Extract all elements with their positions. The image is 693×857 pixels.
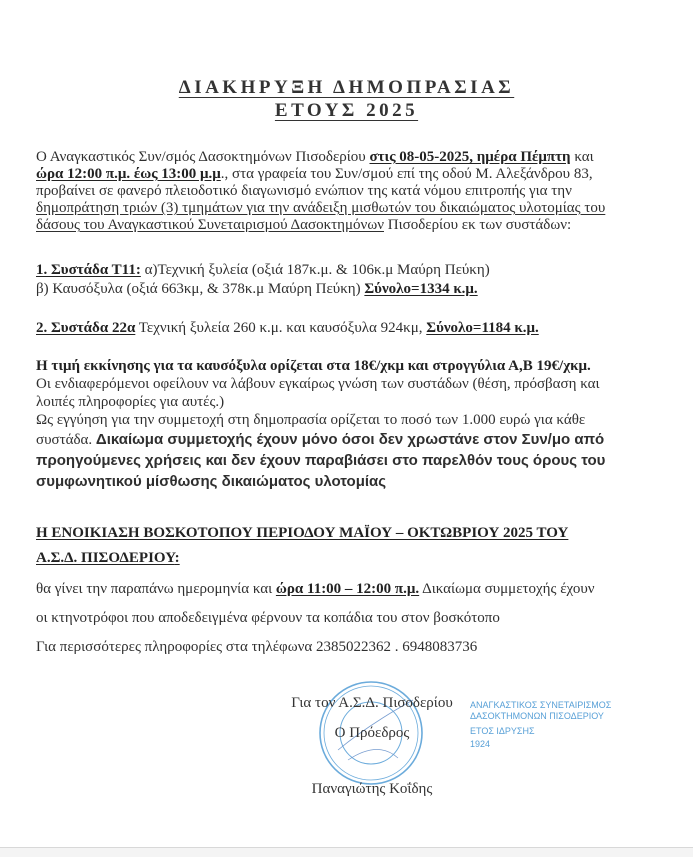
intro-line-1: Ο Αναγκαστικός Συν/σμός Δασοκτημόνων Πισοδερίου στις 08-05-2025, ημέρα Πέμπτη και	[36, 149, 594, 165]
section1-line-2: β) Καυσόξυλα (οξιά 663κμ, & 378κ.μ Μαύρη Πεύκη) Σύνολο=1334 κ.μ.	[36, 281, 478, 297]
section1-total: Σύνολο=1334 κ.μ.	[364, 281, 478, 297]
section1-line-1: 1. Συστάδα Τ11: α)Τεχνική ξυλεία (οξιά 187κ.μ. & 106κ.μ Μαύρη Πεύκη)	[36, 262, 490, 278]
grazing-line-2: οι κτηνοτρόφοι που αποδεδειγμένα φέρνουν τα κοπάδια του στον βοσκότοπο	[36, 610, 500, 626]
guarantee-line-1: Ως εγγύηση για την συμμετοχή στη δημοπρασία ορίζεται το ποσό των 1.000 ευρώ για κάθε	[36, 412, 586, 428]
pricing-line-1: Η τιμή εκκίνησης για τα καυσόξυλα ορίζεται στα 18€/χκμ και στρογγύλια Α,Β 19€/χκμ.	[36, 358, 591, 374]
intro-line-3: προβαίνει σε φανερό πλειοδοτικό διαγωνισμό ενώπιον της κατά νόμου επιτροπής για την	[36, 183, 572, 199]
grazing-time: ώρα 11:00 – 12:00 π.μ.	[275, 581, 420, 597]
stamp-ring-text: ΑΝΑΓΚΑΣΤΙΚΟΣ ΣΥΝΕΤΑΙΡΙΣΜΟΣ ΔΑΣΟΚΤΗΜΟΝΩΝ ΠΙΣΟΔΕΡΙΟΥ	[470, 700, 612, 721]
document-title: ΔΙΑΚΗΡΥΞΗ ΔΗΜΟΠΡΑΣΙΑΣ	[178, 77, 515, 98]
section1-label: 1. Συστάδα Τ11:	[36, 262, 141, 278]
document-subtitle: ΕΤΟΥΣ 2025	[274, 100, 419, 121]
guarantee-line-3: προηγούμενες χρήσεις και δεν έχουν παραβιάσει στο παρελθόν τους όρους του	[36, 452, 606, 469]
guarantee-line-2: συστάδα. Δικαίωμα συμμετοχής έχουν μόνο όσοι δεν χρωστάνε στον Συν/μο από	[36, 431, 605, 448]
grazing-heading-line-2: Α.Σ.Δ. ΠΙΣΟΔΕΡΙΟΥ:	[36, 550, 180, 566]
stamp-year: 1924	[470, 739, 491, 749]
grazing-line-1: θα γίνει την παραπάνω ημερομηνία και ώρα 11:00 – 12:00 π.μ. Δικαίωμα συμμετοχής έχουν	[36, 581, 595, 597]
pricing-line-2: Οι ενδιαφερόμενοι οφείλουν να λάβουν εγκαίρως γνώση των συστάδων (θέση, πρόσβαση και	[36, 376, 600, 392]
signature-for-line: Για τον Α.Σ.Δ. Πισοδερίου	[291, 695, 453, 711]
signature-name: Παναγιώτης Κοΐδης	[311, 781, 433, 797]
signature-scribble-2	[348, 749, 398, 760]
intro-line-5: δάσους του Αναγκαστικού Συνεταιρισμού Δασοκτημόνων Πισοδερίου εκ των συστάδων:	[36, 217, 572, 233]
stamp-center-text: ΕΤΟΣ ΙΔΡΥΣΗΣ	[470, 726, 535, 736]
guarantee-line-4: συμφωνητικού μίσθωσης δικαιώματος υλοτομίας	[36, 473, 387, 490]
grazing-heading-line-1: Η ΕΝΟΙΚΙΑΣΗ ΒΟΣΚΟΤΟΠΟΥ ΠΕΡΙΟΔΟΥ ΜΑΪΟΥ – ΟΚΤΩΒΡΙΟΥ 2025 ΤΟΥ	[36, 525, 569, 541]
section2-label: 2. Συστάδα 22α	[36, 320, 136, 336]
pricing-line-3: λοιπές πληροφορίες για αυτές.)	[36, 394, 225, 410]
intro-line-4: δημοπράτηση τριών (3) τμημάτων για την ανάδειξη μισθωτών του δικαιώματος υλοτομίας του	[36, 200, 606, 216]
signature-role: Ο Πρόεδρος	[334, 725, 410, 741]
auction-date: στις 08-05-2025, ημέρα Πέμπτη	[369, 149, 571, 165]
section2-total: Σύνολο=1184 κ.μ.	[426, 320, 539, 336]
section2-line: 2. Συστάδα 22α Τεχνική ξυλεία 260 κ.μ. και καυσόξυλα 924κμ, Σύνολο=1184 κ.μ.	[36, 320, 539, 336]
intro-line-2: ώρα 12:00 π.μ. έως 13:00 μ.μ., στα γραφεία του Συν/σμού επί της οδού Μ. Αλεξάνδρου 83,	[36, 166, 593, 182]
auction-time: ώρα 12:00 π.μ. έως 13:00 μ.μ	[36, 166, 221, 182]
grazing-line-3: Για περισσότερες πληροφορίες στα τηλέφωνα 2385022362 . 6948083736	[36, 639, 478, 655]
